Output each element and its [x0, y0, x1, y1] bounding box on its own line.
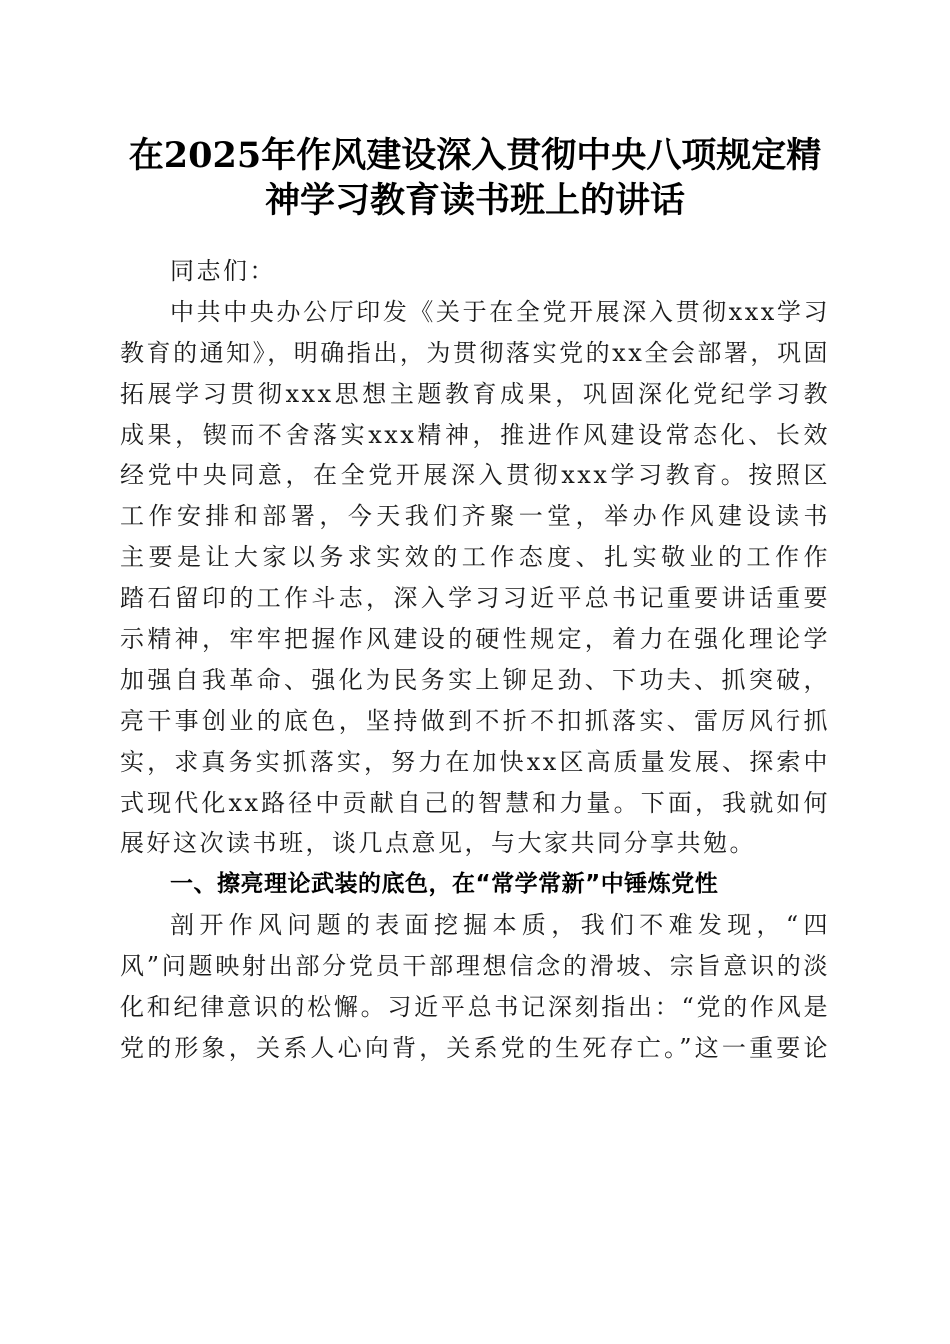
paragraph-line: 成果，锲而不舍落实xxx精神，推进作风建设常态化、长效 [120, 420, 830, 449]
paragraph-line: 实，求真务实抓落实，努力在加快xx区高质量发展、探索中 [120, 747, 830, 776]
salutation: 同志们： [170, 257, 276, 285]
section-heading-1: 一、擦亮理论武装的底色，在“常学常新”中锤炼党性 [170, 871, 719, 898]
paragraph-line: 式现代化xx路径中贡献自己的智慧和力量。下面，我就如何 [120, 788, 830, 817]
paragraph-line: 工作安排和部署，今天我们齐聚一堂，举办作风建设读书 [120, 502, 830, 531]
paragraph-line: 展好这次读书班，谈几点意见，与大家共同分享共勉。 [120, 829, 756, 858]
paragraph-line: 踏石留印的工作斗志，深入学习习近平总书记重要讲话重要 [120, 584, 830, 613]
title-line-1: 在2025年作风建设深入贯彻中央八项规定精 [128, 135, 822, 176]
paragraph-line: 中共中央办公厅印发《关于在全党开展深入贯彻xxx学习 [170, 297, 830, 326]
paragraph-line: 拓展学习贯彻xxx思想主题教育成果，巩固深化党纪学习教 [120, 379, 830, 408]
paragraph-line: 剖开作风问题的表面挖掘本质，我们不难发现，“四 [170, 911, 830, 940]
paragraph-line: 亮干事创业的底色，坚持做到不折不扣抓落实、雷厉风行抓 [120, 706, 830, 735]
paragraph-line: 化和纪律意识的松懈。习近平总书记深刻指出：“党的作风是 [120, 993, 830, 1022]
document-title [110, 133, 840, 223]
paragraph-line: 教育的通知》，明确指出，为贯彻落实党的xx全会部署，巩固 [120, 338, 830, 367]
paragraph-line: 经党中央同意，在全党开展深入贯彻xxx学习教育。按照区 [120, 461, 830, 490]
paragraph-line: 党的形象，关系人心向背，关系党的生死存亡。”这一重要论 [120, 1033, 830, 1062]
paragraph-line: 风”问题映射出部分党员干部理想信念的滑坡、宗旨意识的淡 [120, 952, 830, 981]
paragraph-2 [120, 905, 830, 1069]
paragraph-1 [120, 292, 830, 864]
paragraph-line: 主要是让大家以务求实效的工作态度、扎实敬业的工作作 [120, 543, 830, 572]
paragraph-line: 示精神，牢牢把握作风建设的硬性规定，着力在强化理论学 [120, 625, 830, 654]
title-line-2: 神学习教育读书班上的讲话 [264, 180, 685, 221]
document-body [120, 251, 830, 1069]
paragraph-line: 加强自我革命、强化为民务实上铆足劲、下功夫、抓突破， [120, 665, 830, 694]
